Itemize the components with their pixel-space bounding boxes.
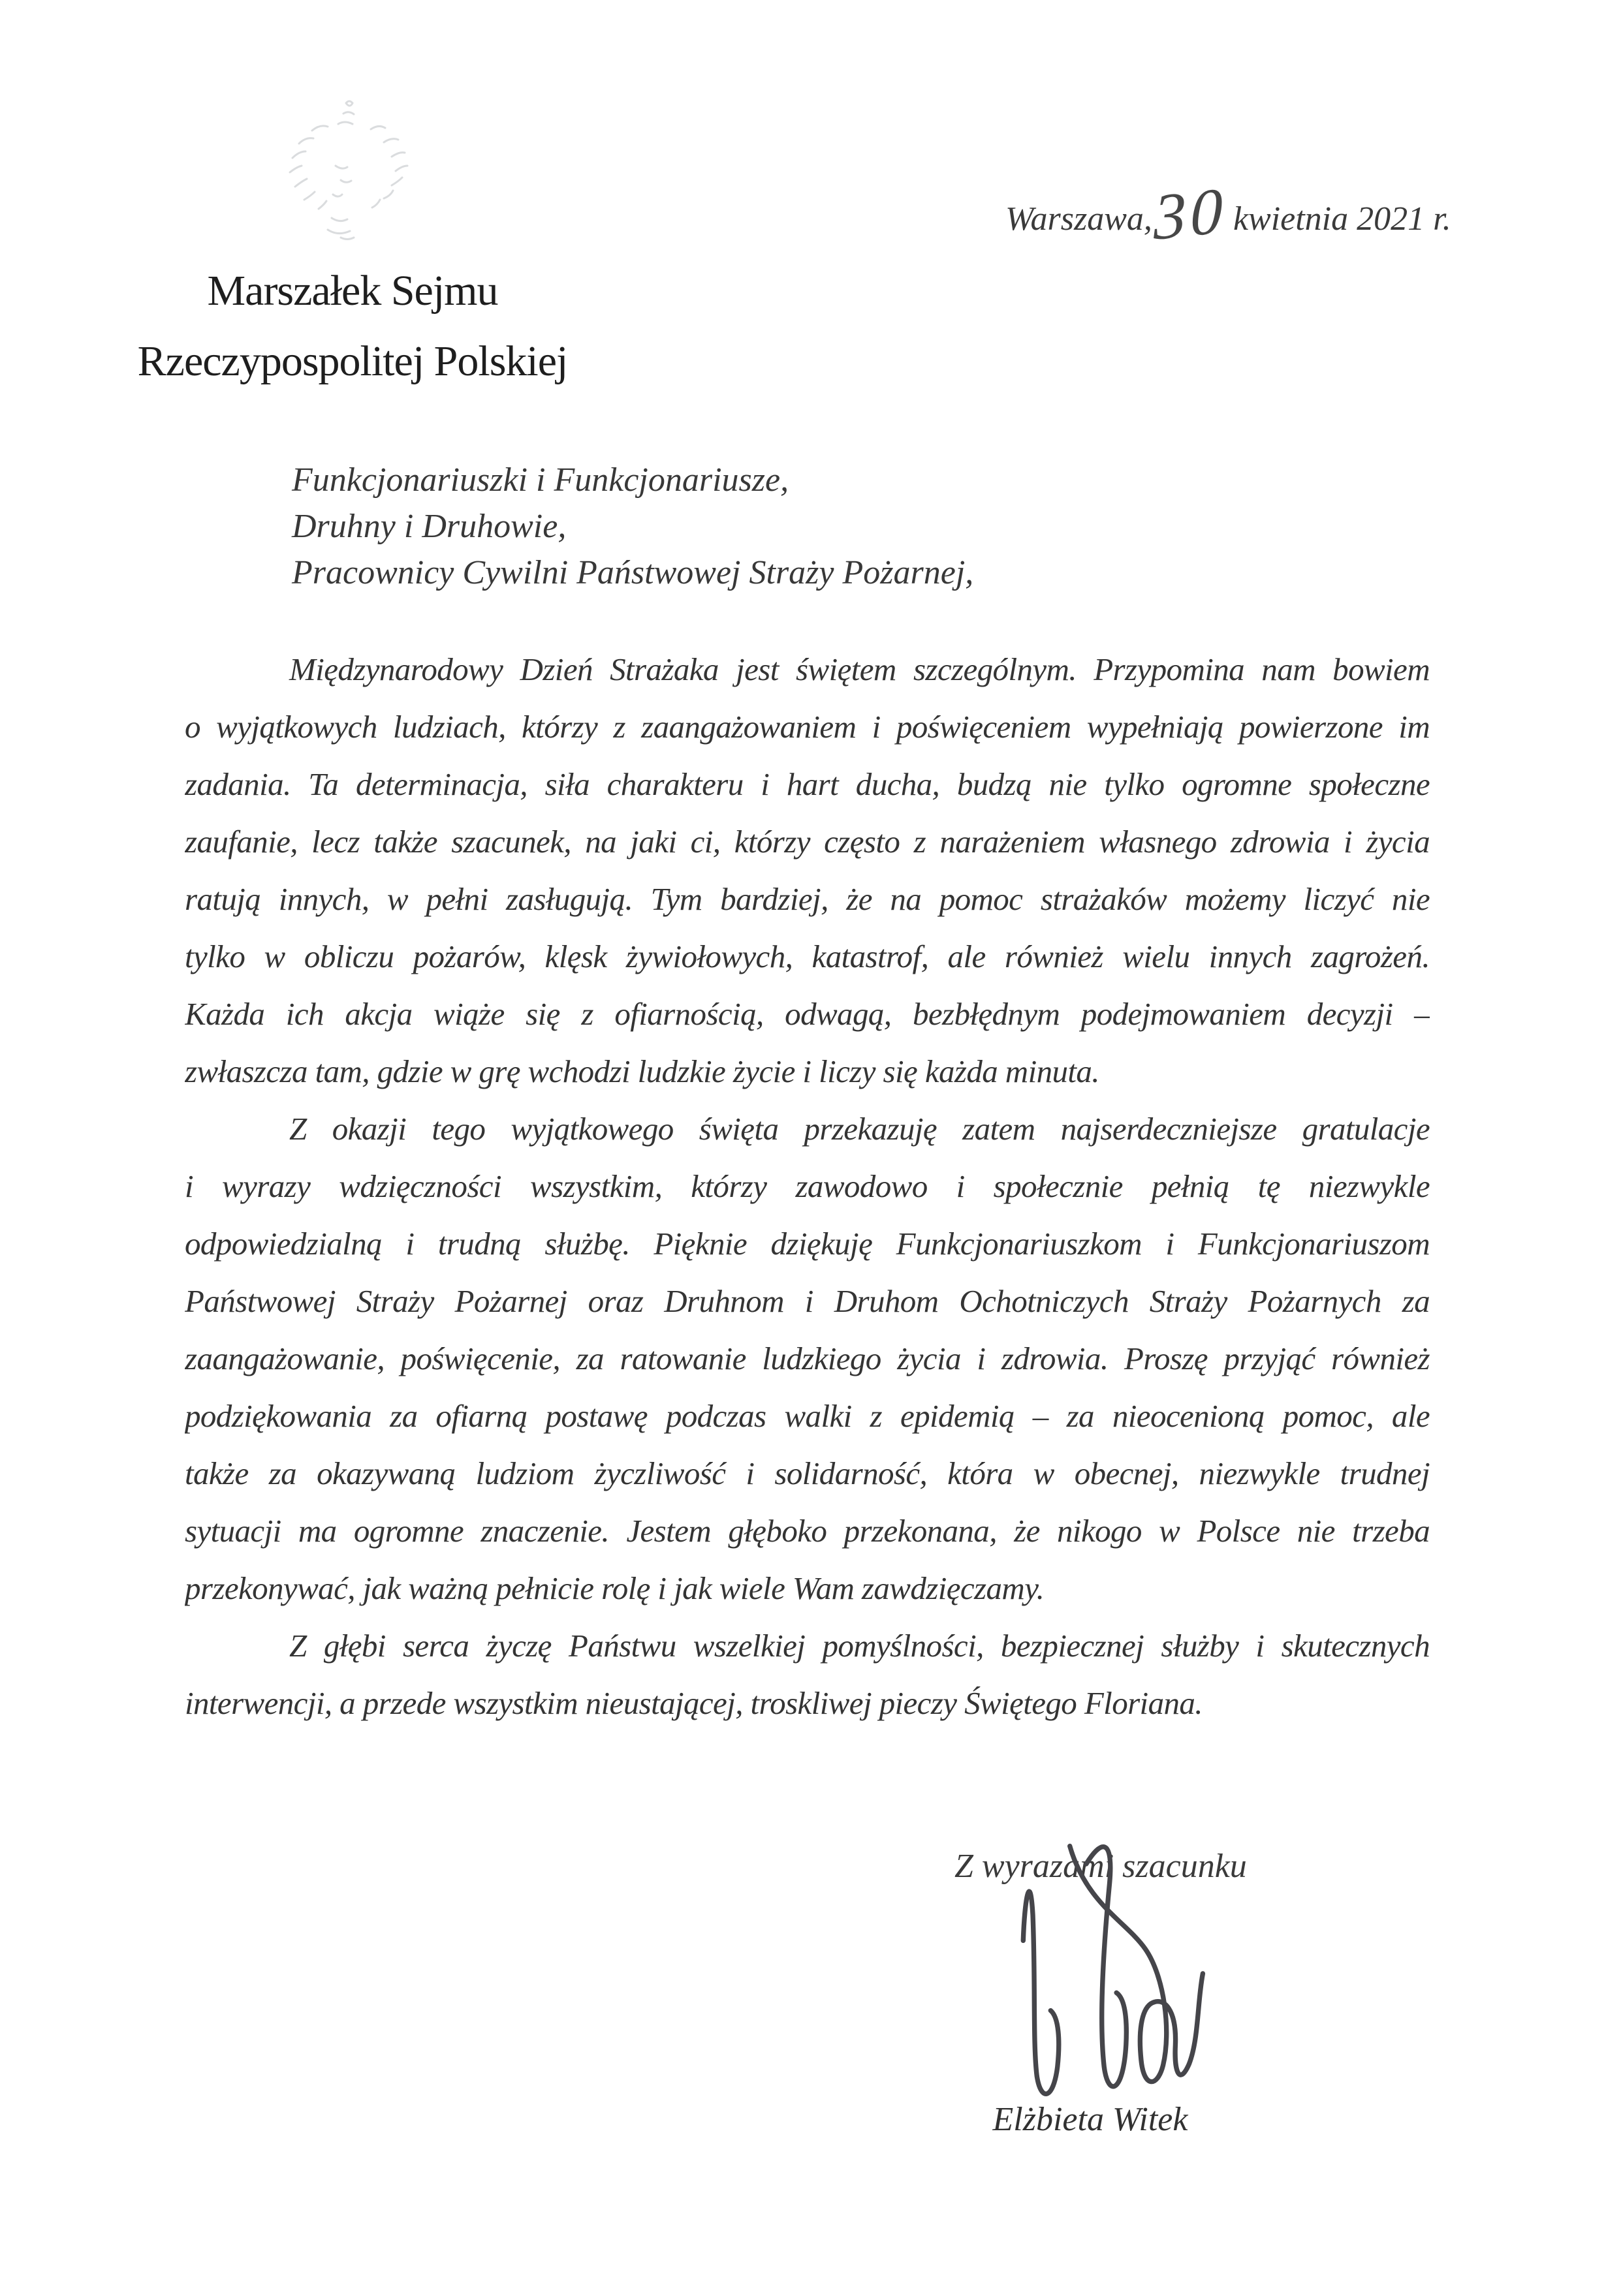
dateline-place: Warszawa,	[1005, 200, 1152, 238]
body-line: zaufanie, lecz także szacunek, na jaki ci, którzy często z narażeniem własnego zdrowia i życia	[185, 824, 1430, 860]
body-line: ratują innych, w pełni zasługują. Tym bardziej, że na pomoc strażaków możemy liczyć nie	[185, 881, 1430, 917]
handwritten-signature-icon	[998, 1838, 1233, 2112]
handwritten-day: 30	[1154, 173, 1227, 255]
salutation-line: Pracownicy Cywilni Państwowej Straży Pożarnej,	[292, 554, 974, 591]
body-line: odpowiedzialną i trudną służbę. Pięknie dziękuję Funkcjonariuszkom i Funkcjonariuszom	[185, 1226, 1430, 1262]
body-line: także za okazywaną ludziom życzliwość i solidarność, która w obecnej, niezwykle trudnej	[185, 1455, 1430, 1491]
signer-name: Elżbieta Witek	[992, 2101, 1188, 2138]
body-line: o wyjątkowych ludziach, którzy z zaangażowaniem i poświęceniem wypełniają powierzone im	[185, 709, 1430, 745]
body-line: interwencji, a przede wszystkim nieustającej, troskliwej pieczy Świętego Floriana.	[185, 1685, 1203, 1721]
body-line: i wyrazy wdzięczności wszystkim, którzy zawodowo i społecznie pełnią tę niezwykle	[185, 1168, 1430, 1204]
body-line: zaangażowanie, poświęcenie, za ratowanie ludzkiego życia i zdrowia. Proszę przyjąć również	[185, 1341, 1430, 1376]
dateline	[1005, 173, 1451, 261]
body-line: Międzynarodowy Dzień Strażaka jest świętem szczególnym. Przypomina nam bowiem	[289, 651, 1430, 687]
polish-eagle-watermark-icon	[273, 97, 426, 243]
sender-title-line2: Rzeczypospolitej Polskiej	[137, 337, 568, 385]
body-line: Każda ich akcja wiąże się z ofiarnością, odwagą, bezbłędnym podejmowaniem decyzji –	[185, 996, 1430, 1032]
valediction: Z wyrazami szacunku	[954, 1848, 1247, 1885]
salutation	[292, 457, 1141, 596]
sender-title-line1: Marszałek Sejmu	[207, 267, 498, 315]
body-line: tylko w obliczu pożarów, klęsk żywiołowych, katastrof, ale również wielu innych zagrożeń.	[185, 939, 1430, 974]
dateline-rest: kwietnia 2021 r.	[1233, 200, 1451, 238]
body-line: sytuacji ma ogromne znaczenie. Jestem głęboko przekonana, że nikogo w Polsce nie trzeba	[185, 1513, 1430, 1549]
body-line: Z okazji tego wyjątkowego święta przekazuję zatem najserdeczniejsze gratulacje	[289, 1111, 1430, 1147]
body-line: zadania. Ta determinacja, siła charakteru i hart ducha, budzą nie tylko ogromne społeczne	[185, 766, 1430, 802]
letter-body	[185, 641, 1430, 1732]
salutation-line: Druhny i Druhowie,	[292, 508, 567, 545]
body-line: przekonywać, jak ważną pełnicie rolę i jak wiele Wam zawdzięczamy.	[185, 1570, 1045, 1606]
body-line: podziękowania za ofiarną postawę podczas walki z epidemią – za nieocenioną pomoc, ale	[185, 1398, 1430, 1434]
sender-heading	[124, 256, 581, 397]
body-line: Państwowej Straży Pożarnej oraz Druhnom i Druhom Ochotniczych Straży Pożarnych za	[185, 1283, 1430, 1319]
salutation-line: Funkcjonariuszki i Funkcjonariusze,	[292, 461, 789, 499]
body-line: zwłaszcza tam, gdzie w grę wchodzi ludzkie życie i liczy się każda minuta.	[185, 1053, 1099, 1089]
body-line: Z głębi serca życzę Państwu wszelkiej pomyślności, bezpiecznej służby i skutecznych	[289, 1628, 1430, 1664]
